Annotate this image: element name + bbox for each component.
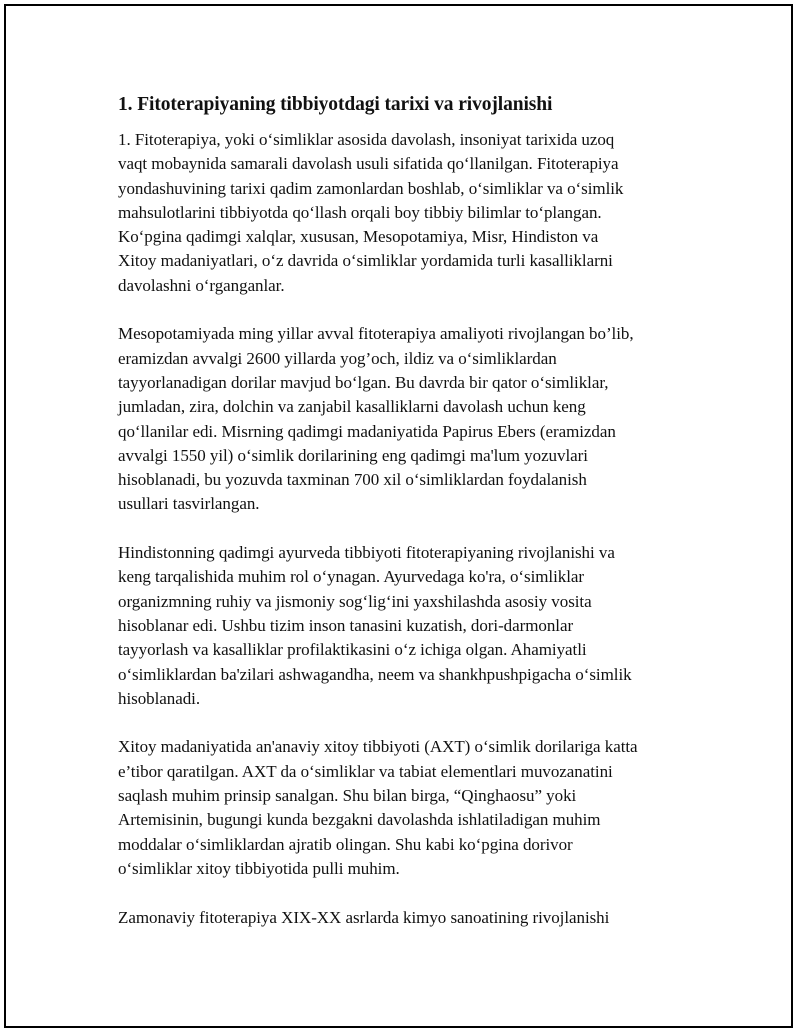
text-line: hisoblanar edi. Ushbu tizim inson tanasini kuzatish, dori-darmonlar <box>118 615 574 635</box>
text-line: 1. Fitoterapiya, yoki o‘simliklar asosida davolash, insoniyat tarixida uzoq <box>118 130 615 149</box>
text-line: Zamonaviy fitoterapiya XIX-XX asrlarda kimyo sanoatining rivojlanishi <box>118 907 610 927</box>
text-line: keng tarqalishida muhim rol o‘ynagan. Ayurvedaga ko'ra, o‘simliklar <box>118 567 585 587</box>
text-line: usullari tasvirlangan. <box>118 494 260 514</box>
text-line: eramizdan avvalgi 2600 yillarda yog’och, ildiz va o‘simliklardan <box>118 348 557 368</box>
text-line: jumladan, zira, dolchin va zanjabil kasalliklarni davolash uchun keng <box>118 397 586 417</box>
text-line: Mesopotamiyada ming yillar avval fitoterapiya amaliyoti rivojlangan bo’lib, <box>118 324 634 344</box>
text-line: qo‘llanilar edi. Misrning qadimgi madaniyatida Papirus Ebers (eramizdan <box>118 421 616 441</box>
text-line: e’tibor qaratilgan. AXT da o‘simliklar va tabiat elementlari muvozanatini <box>118 761 613 781</box>
paragraph-modern <box>118 906 678 930</box>
text-line: vaqt mobaynida samarali davolash usuli sifatida qo‘llanilgan. Fitoterapiya <box>118 154 619 174</box>
text-line: davolashni o‘rganganlar. <box>118 275 285 295</box>
text-line: Hindistonning qadimgi ayurveda tibbiyoti fitoterapiyaning rivojlanishi va <box>118 543 615 563</box>
text-line: mahsulotlarini tibbiyotda qo‘llash orqali boy tibbiy bilimlar to‘plangan. <box>118 202 602 222</box>
text-line: Ko‘pgina qadimgi xalqlar, xususan, Mesopotamiya, Misr, Hindiston va <box>118 227 599 247</box>
text-line: yondashuvining tarixi qadim zamonlardan boshlab, o‘simliklar va o‘simlik <box>118 178 624 198</box>
document-content <box>118 92 678 954</box>
paragraph-intro <box>118 128 678 298</box>
text-line: o‘simliklar xitoy tibbiyotida pulli muhim. <box>118 858 400 878</box>
paragraph-india <box>118 541 678 711</box>
section-heading: 1. Fitoterapiyaning tibbiyotdagi tarixi va rivojlanishi <box>118 94 553 115</box>
text-line: Xitoy madaniyatlari, o‘z davrida o‘simliklar yordamida turli kasalliklarni <box>118 251 613 271</box>
text-line: Xitoy madaniyatida an'anaviy xitoy tibbiyoti (AXT) o‘simlik dorilariga katta <box>118 737 638 757</box>
text-line: o‘simliklardan ba'zilari ashwagandha, neem va shankhpushpigacha o‘simlik <box>118 664 632 684</box>
text-line: organizmning ruhiy va jismoniy sog‘lig‘ini yaxshilashda asosiy vosita <box>118 591 592 611</box>
text-line: tayyorlash va kasalliklar profilaktikasini o‘z ichiga olgan. Ahamiyatli <box>118 640 587 660</box>
paragraph-china <box>118 735 678 881</box>
text-line: Artemisinin, bugungi kunda bezgakni davolashda ishlatiladigan muhim <box>118 810 601 830</box>
text-line: tayyorlanadigan dorilar mavjud bo‘lgan. Bu davrda bir qator o‘simliklar, <box>118 372 609 392</box>
text-line: avvalgi 1550 yil) o‘simlik dorilarining eng qadimgi ma'lum yozuvlari <box>118 445 588 465</box>
text-line: moddalar o‘simliklardan ajratib olingan. Shu kabi ko‘pgina dorivor <box>118 834 573 854</box>
paragraph-mesopotamia <box>118 322 678 516</box>
text-line: saqlash muhim prinsip sanalgan. Shu bilan birga, “Qinghaosu” yoki <box>118 786 577 806</box>
text-line: hisoblanadi, bu yozuvda taxminan 700 xil o‘simliklardan foydalanish <box>118 470 587 490</box>
text-line: hisoblanadi. <box>118 688 201 708</box>
